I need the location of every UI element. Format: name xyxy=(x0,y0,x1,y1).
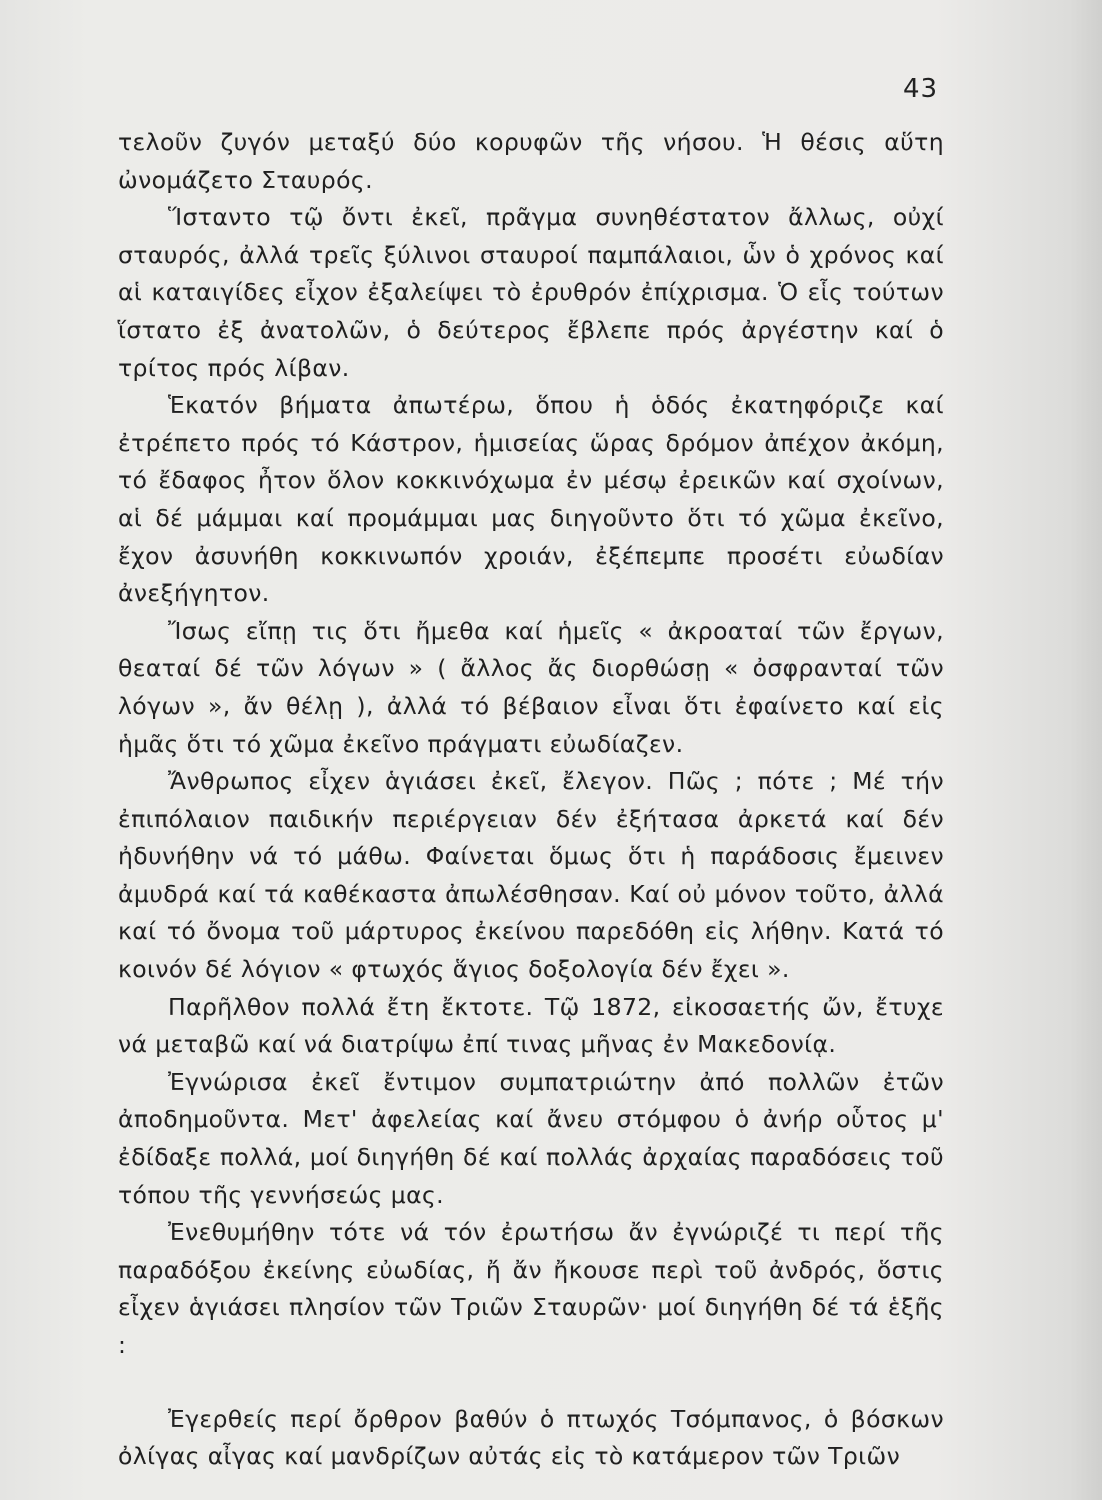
paragraph: Ἐνεθυμήθην τότε νά τόν ἐρωτήσω ἄν ἐγνώριζέ τι περί τῆς παραδόξου ἐκείνης εὐωδίας, ἤ ἄν ἤκουσε περὶ τοῦ ἀνδρός, ὅστις εἶχεν ἁγιάσει πλησίον τῶν Τριῶν Σταυρῶν· μοί διηγήθη δέ τά ἑξῆς : xyxy=(118,1218,944,1359)
paragraph: Ἄνθρωπος εἶχεν ἁγιάσει ἐκεῖ, ἔλεγον. Πῶς ; πότε ; Μέ τήν ἐπιπόλαιον παιδικήν περιέργειαν δέν ἐξήτασα ἀρκετά καί δέν ἠδυνήθην νά τό μάθω. Φαίνεται ὅμως ὅτι ἡ παράδοσις ἔμεινεν ἀμυδρά καί τά καθέκαστα ἀπωλέσθησαν. Καί οὐ μόνον τοῦτο, ἀλλά καί τό ὄνομα τοῦ μάρτυρος ἐκείνου παρεδόθη εἰς λήθην. Κατά τό κοινόν δέ λόγιον « φτωχός ἅγιος δοξολογία δέν ἔχει ». xyxy=(118,767,944,984)
paragraph: Ἑκατόν βήματα ἀπωτέρω, ὅπου ἡ ὁδός ἐκατηφόριζε καί ἐτρέπετο πρός τό Κάστρον, ἡμισείας ὥρας δρόμον ἀπέχον ἀκόμη, τό ἔδαφος ἦτον ὅλον κοκκινόχωμα ἐν μέσῳ ἐρεικῶν καί σχοίνων, αἱ δέ μάμμαι καί προμάμμαι μας διηγοῦντο ὅτι τό χῶμα ἐκεῖνο, ἔχον ἀσυνήθη κοκκινωπόν χροιάν, ἐξέπεμπε προσέτι εὐωδίαν ἀνεξήγητον. xyxy=(118,391,944,608)
page-number: 43 xyxy=(903,74,939,104)
paragraph: τελοῦν ζυγόν μεταξύ δύο κορυφῶν τῆς νήσου. Ἡ θέσις αὕτη ὠνομάζετο Σταυρός. xyxy=(118,128,944,194)
paragraph: Παρῆλθον πολλά ἔτη ἔκτοτε. Τῷ 1872, εἰκοσαετής ὤν, ἔτυχε νά μεταβῶ καί νά διατρίψω ἐπί τινας μῆνας ἐν Μακεδονίᾳ. xyxy=(118,992,944,1059)
paragraph: Ἐγερθείς περί ὄρθρον βαθύν ὁ πτωχός Τσόμπανος, ὁ βόσκων ὀλίγας αἶγας καί μανδρίζων αὐτάς εἰς τὸ κατάμερον τῶν Τριῶν xyxy=(118,1404,944,1471)
body-text xyxy=(118,124,944,1476)
section-gap xyxy=(118,1365,944,1401)
paragraph: Ἵσταντο τῷ ὄντι ἐκεῖ, πρᾶγμα συνηθέστατον ἄλλως, οὐχί σταυρός, ἀλλά τρεῖς ξύλινοι σταυροί παμπάλαιοι, ὧν ὁ χρόνος καί αἱ καταιγίδες εἶχον ἐξαλείψει τὸ ἐρυθρόν ἐπίχρισμα. Ὁ εἷς τούτων ἵστατο ἐξ ἀνατολῶν, ὁ δεύτερος ἔβλεπε πρός ἀργέστην καί ὁ τρίτος πρός λίβαν. xyxy=(118,203,944,382)
paragraph: Ἐγνώρισα ἐκεῖ ἔντιμον συμπατριώτην ἀπό πολλῶν ἐτῶν ἀποδημοῦντα. Μετ' ἀφελείας καί ἄνευ στόμφου ὁ ἀνήρ οὗτος μ' ἐδίδαξε πολλά, μοί διηγήθη δέ καί πολλάς ἀρχαίας παραδόσεις τοῦ τόπου τῆς γεννήσεώς μας. xyxy=(118,1067,944,1209)
paragraph: Ἴσως εἴπῃ τις ὅτι ἤμεθα καί ἡμεῖς « ἀκροαταί τῶν ἔργων, θεαταί δέ τῶν λόγων » ( ἄλλος ἄς διορθώσῃ « ὀσφρανταί τῶν λόγων », ἄν θέλῃ ), ἀλλά τό βέβαιον εἶναι ὅτι ἐφαίνετο καί εἰς ἡμᾶς ὅτι τό χῶμα ἐκεῖνο πράγματι εὐωδίαζεν. xyxy=(118,616,944,758)
